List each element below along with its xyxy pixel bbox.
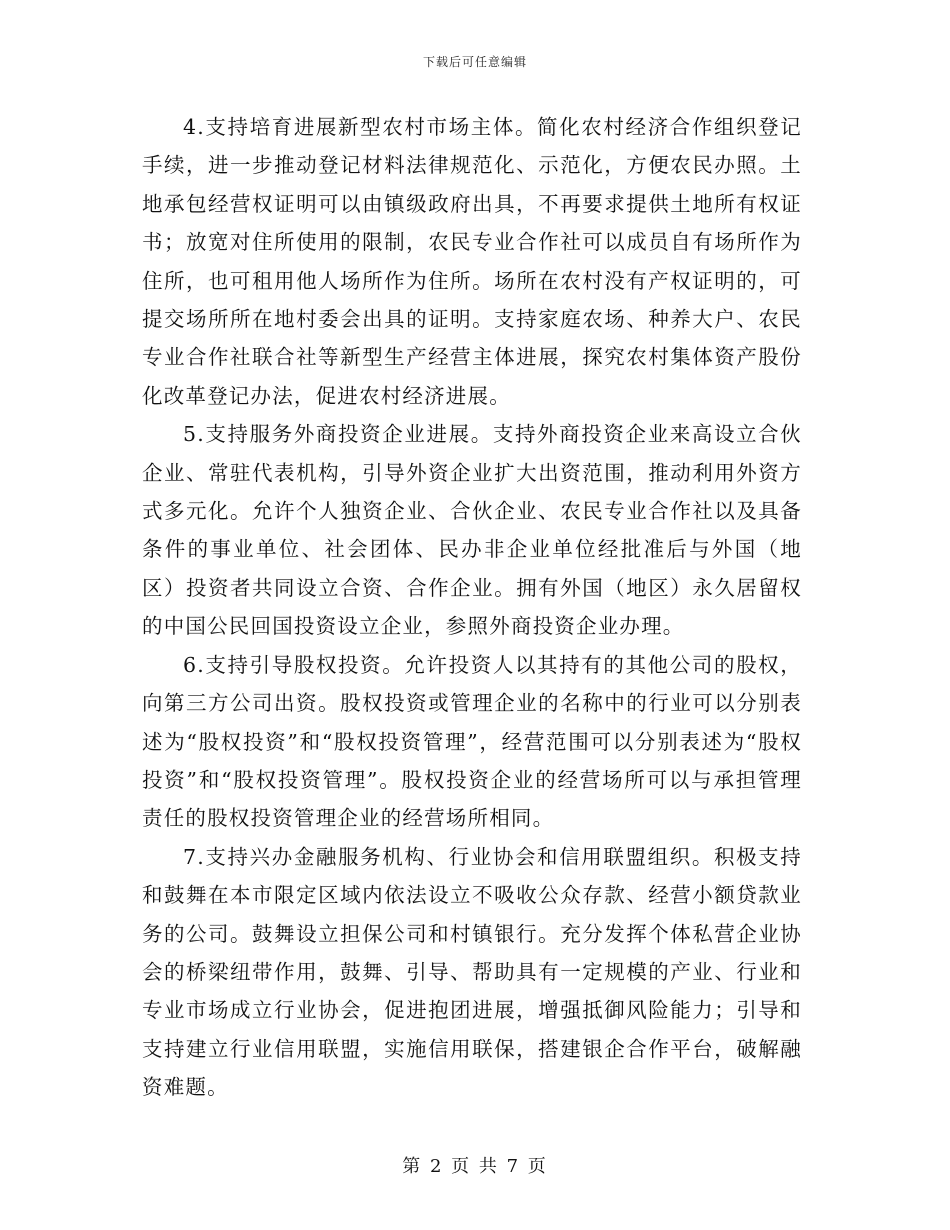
paragraph-7: 7.支持兴办金融服务机构、行业协会和信用联盟组织。积极支持和鼓舞在本市限定区域内依法设立不吸收公众存款、经营小额贷款业务的公司。鼓舞设立担保公司和村镇银行。充分发挥个体私营企业协会的桥梁纽带作用，鼓舞、引导、帮助具有一定规模的产业、行业和专业市场成立行业协会，促进抱团进展，增强抵御风险能力；引导和支持建立行业信用联盟，实施信用联保，搭建银企合作平台，破解融资难题。 bbox=[142, 844, 802, 1100]
paragraph-4: 4.支持培育进展新型农村市场主体。简化农村经济合作组织登记手续，进一步推动登记材料法律规范化、示范化，方便农民办照。土地承包经营权证明可以由镇级政府出具，不再要求提供土地所有权证书；放宽对住所使用的限制，农民专业合作社可以成员自有场所作为住所，也可租用他人场所作为住所。场所在农村没有产权证明的，可提交场所所在地村委会出具的证明。支持家庭农场、种养大户、农民专业合作社联合社等新型生产经营主体进展，探究农村集体资产股份化改革登记办法，促进农村经济进展。 bbox=[142, 115, 802, 408]
document-body bbox=[142, 108, 802, 1107]
paragraph-6: 6.支持引导股权投资。允许投资人以其持有的其他公司的股权，向第三方公司出资。股权投资或管理企业的名称中的行业可以分别表述为“股权投资”和“股权投资管理”，经营范围可以分别表述为“股权投资”和“股权投资管理”。股权投资企业的经营场所可以与承担管理责任的股权投资管理企业的经营场所相同。 bbox=[142, 652, 802, 831]
page-number-footer: 第 2 页 共 7 页 bbox=[402, 1156, 548, 1177]
paragraph-5: 5.支持服务外商投资企业进展。支持外商投资企业来高设立合伙企业、常驻代表机构，引导外资企业扩大出资范围，推动利用外资方式多元化。允许个人独资企业、合伙企业、农民专业合作社以及具备条件的事业单位、社会团体、民办非企业单位经批准后与外国（地区）投资者共同设立合资、合作企业。拥有外国（地区）永久居留权的中国公民回国投资设立企业，参照外商投资企业办理。 bbox=[142, 422, 802, 639]
page-header: 下载后可任意编辑 bbox=[422, 55, 527, 69]
